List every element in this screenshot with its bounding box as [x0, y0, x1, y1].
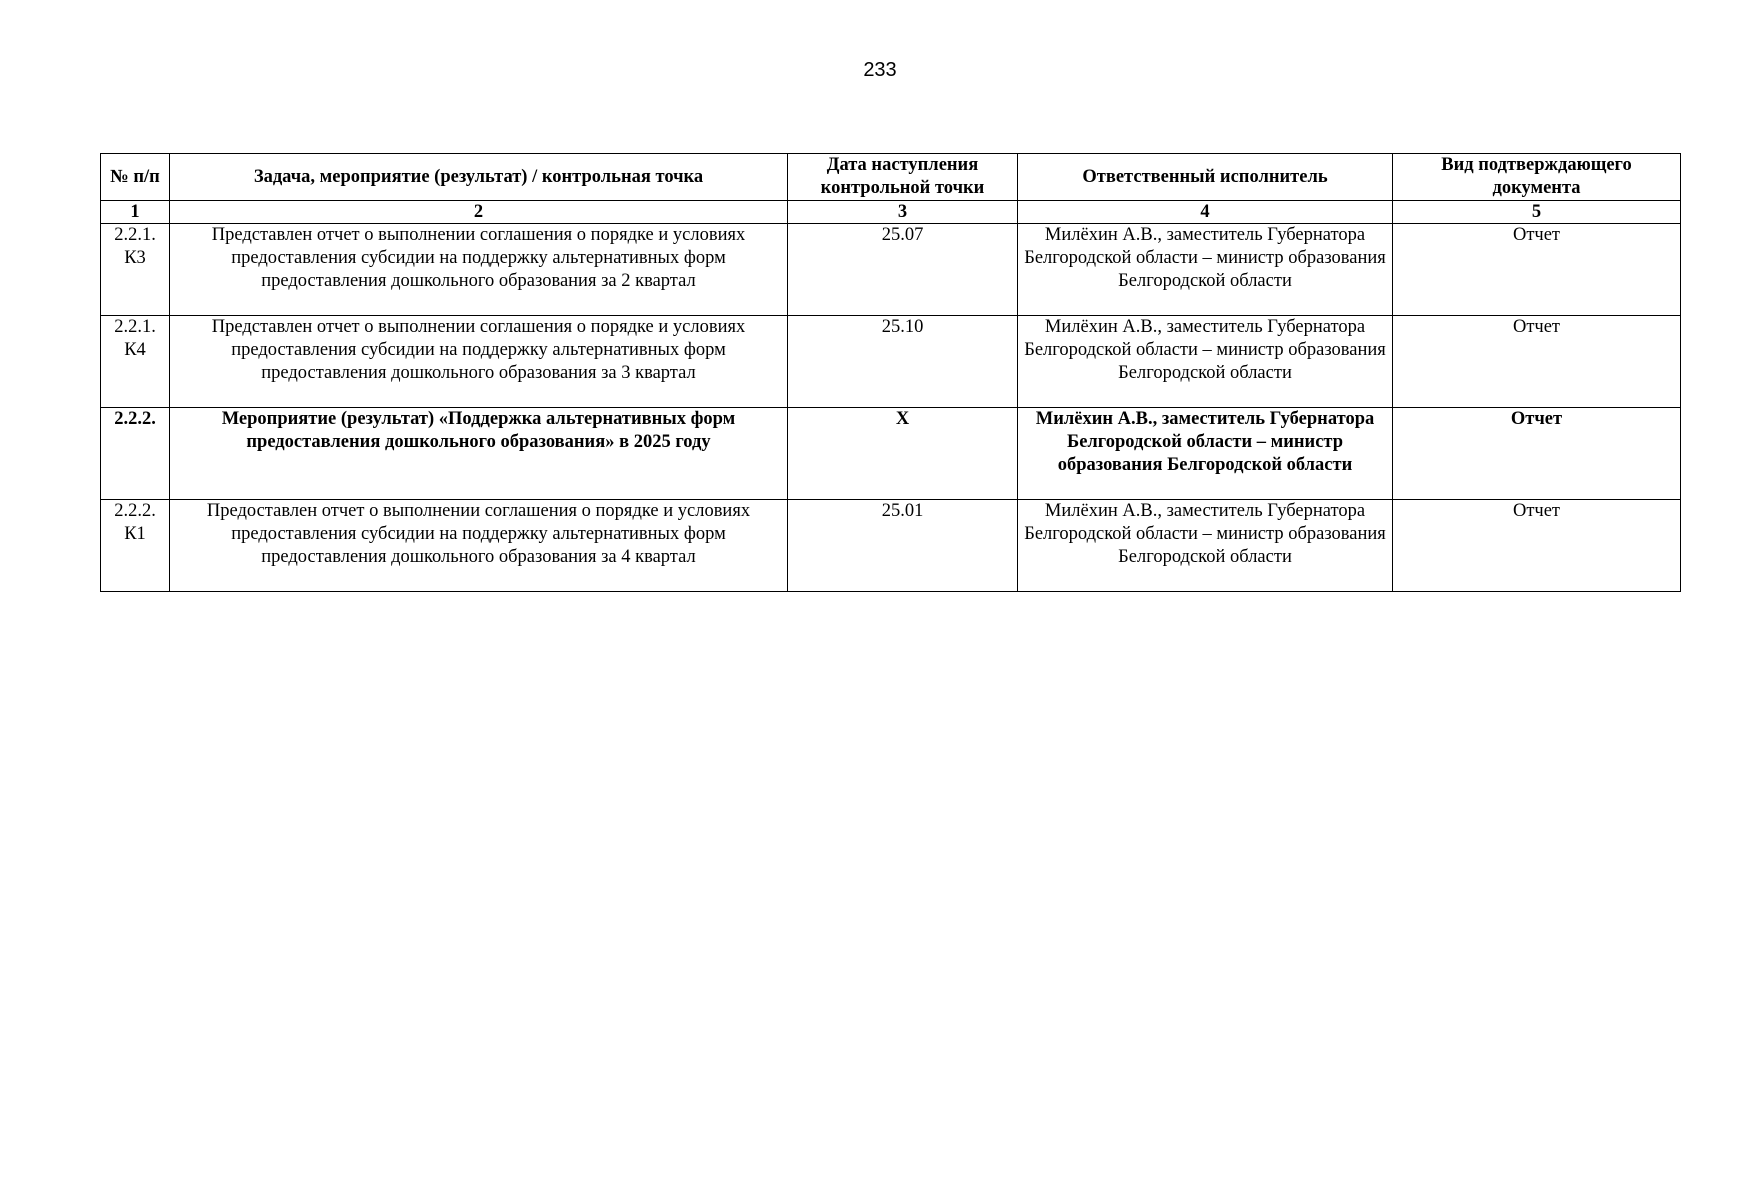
column-number: 4: [1018, 201, 1393, 224]
header-task: Задача, мероприятие (результат) / контрольная точка: [170, 154, 788, 201]
date-cell: Х: [788, 408, 1018, 500]
document-cell: Отчет: [1393, 500, 1681, 592]
table-row: [101, 500, 1681, 592]
document-cell: Отчет: [1393, 316, 1681, 408]
document-cell: Отчет: [1393, 408, 1681, 500]
table-row: [101, 316, 1681, 408]
row-number-cell: 2.2.1. К4: [101, 316, 170, 408]
task-cell: Мероприятие (результат) «Поддержка альтернативных форм предоставления дошкольного образования» в 2025 году: [170, 408, 788, 500]
executor-cell: Милёхин А.В., заместитель Губернатора Белгородской области – министр образования Белгородской области: [1018, 316, 1393, 408]
row-number-cell: 2.2.1. К3: [101, 224, 170, 316]
page-number: 233: [863, 59, 897, 81]
column-number: 5: [1393, 201, 1681, 224]
row-number-cell: 2.2.2. К1: [101, 500, 170, 592]
header-executor: Ответственный исполнитель: [1018, 154, 1393, 201]
table-row: [101, 224, 1681, 316]
executor-cell: Милёхин А.В., заместитель Губернатора Белгородской области – министр образования Белгородской области: [1018, 408, 1393, 500]
row-number-cell: 2.2.2.: [101, 408, 170, 500]
column-number: 3: [788, 201, 1018, 224]
header-number: № п/п: [101, 154, 170, 201]
table-row: [101, 408, 1681, 500]
date-cell: 25.10: [788, 316, 1018, 408]
executor-cell: Милёхин А.В., заместитель Губернатора Белгородской области – министр образования Белгородской области: [1018, 224, 1393, 316]
executor-cell: Милёхин А.В., заместитель Губернатора Белгородской области – министр образования Белгородской области: [1018, 500, 1393, 592]
column-number: 2: [170, 201, 788, 224]
header-date: Дата наступления контрольной точки: [788, 154, 1018, 201]
control-points-table: [100, 153, 1681, 592]
document-cell: Отчет: [1393, 224, 1681, 316]
header-document: Вид подтверждающего документа: [1393, 154, 1681, 201]
column-number-row: [101, 201, 1681, 224]
date-cell: 25.01: [788, 500, 1018, 592]
task-cell: Представлен отчет о выполнении соглашения о порядке и условиях предоставления субсидии на поддержку альтернативных форм предоставления дошкольного образования за 3 квартал: [170, 316, 788, 408]
column-number: 1: [101, 201, 170, 224]
date-cell: 25.07: [788, 224, 1018, 316]
table-header-row: [101, 154, 1681, 201]
task-cell: Представлен отчет о выполнении соглашения о порядке и условиях предоставления субсидии на поддержку альтернативных форм предоставления дошкольного образования за 2 квартал: [170, 224, 788, 316]
task-cell: Предоставлен отчет о выполнении соглашения о порядке и условиях предоставления субсидии на поддержку альтернативных форм предоставления дошкольного образования за 4 квартал: [170, 500, 788, 592]
